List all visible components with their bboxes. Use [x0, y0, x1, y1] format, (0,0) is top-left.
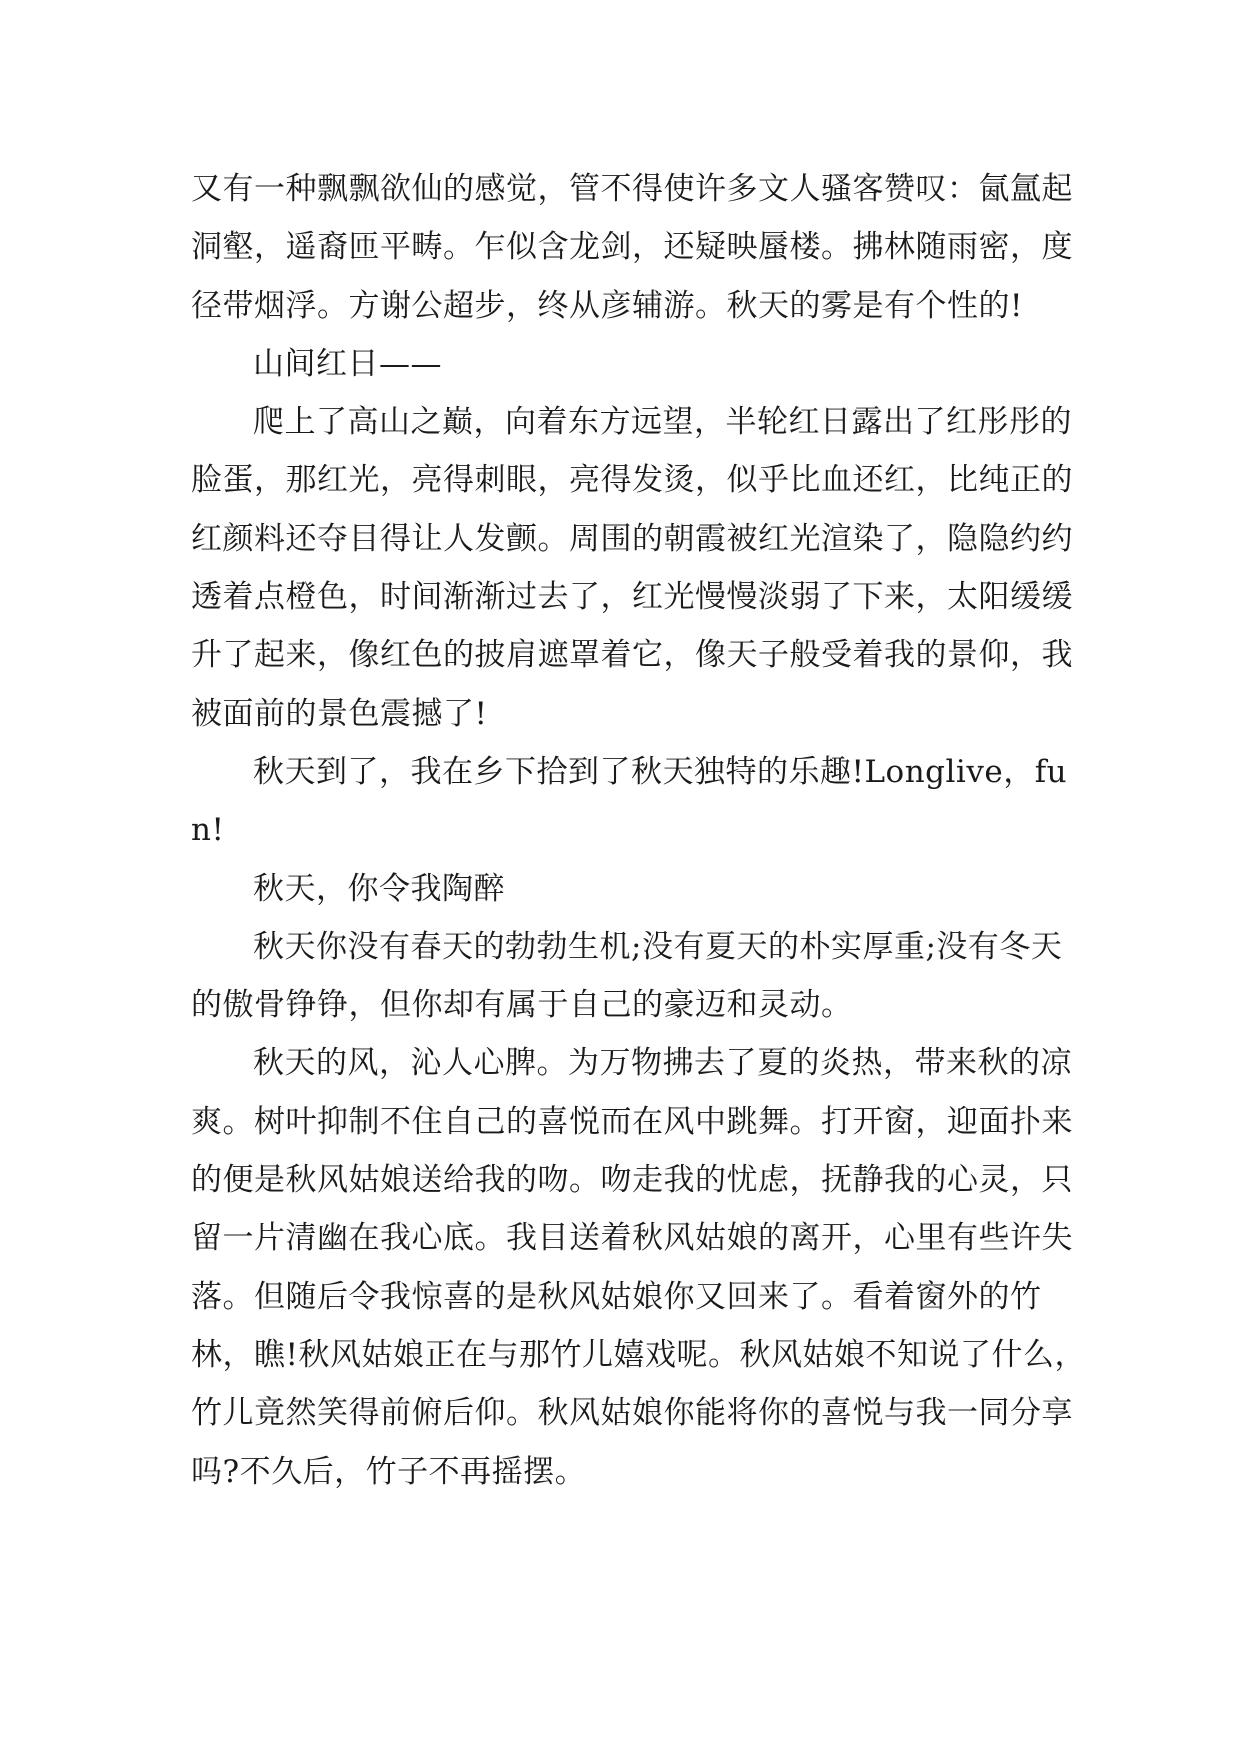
paragraph-heading-autumn-intoxicated: 秋天，你令我陶醉 — [253, 870, 505, 907]
paragraph-autumn-intro: 秋天你没有春天的勃勃生机;没有夏天的朴实厚重;没有冬天的傲骨铮铮，但你却有属于自己的豪迈和灵动。 — [191, 928, 1063, 1024]
paragraph-heading-red-sun: 山间红日—— — [253, 345, 442, 382]
paragraph-autumn-fun: 秋天到了，我在乡下拾到了秋天独特的乐趣!Longlive，fun! — [191, 753, 1068, 849]
paragraph-red-sun: 爬上了高山之巅，向着东方远望，半轮红日露出了红彤彤的脸蛋，那红光，亮得刺眼，亮得发烫，似乎比血还红，比纯正的红颜料还夺目得让人发颤。周围的朝霞被红光渲染了，隐隐约约透着点橙色，时间渐渐过去了，红光慢慢淡弱了下来，太阳缓缓升了起来，像红色的披肩遮罩着它，像天子般受着我的景仰，我被面前的景色震撼了! — [191, 404, 1073, 732]
document-body — [191, 160, 1091, 1501]
paragraph-fog-continuation: 又有一种飘飘欲仙的感觉，管不得使许多文人骚客赞叹：氤氲起洞壑，遥裔匝平畴。乍似含龙剑，还疑映蜃楼。拂林随雨密，度径带烟浮。方谢公超步，终从彦辅游。秋天的雾是有个性的! — [191, 171, 1073, 324]
paragraph-autumn-wind: 秋天的风，沁人心脾。为万物拂去了夏的炎热，带来秋的凉爽。树叶抑制不住自己的喜悦而在风中跳舞。打开窗，迎面扑来的便是秋风姑娘送给我的吻。吻走我的忧虑，抚静我的心灵，只留一片清幽在我心底。我目送着秋风姑娘的离开，心里有些许失落。但随后令我惊喜的是秋风姑娘你又回来了。看着窗外的竹林，瞧!秋风姑娘正在与那竹儿嬉戏呢。秋风姑娘不知说了什么，竹儿竟然笑得前俯后仰。秋风姑娘你能将你的喜悦与我一同分享吗?不久后，竹子不再摇摆。 — [191, 1045, 1086, 1490]
